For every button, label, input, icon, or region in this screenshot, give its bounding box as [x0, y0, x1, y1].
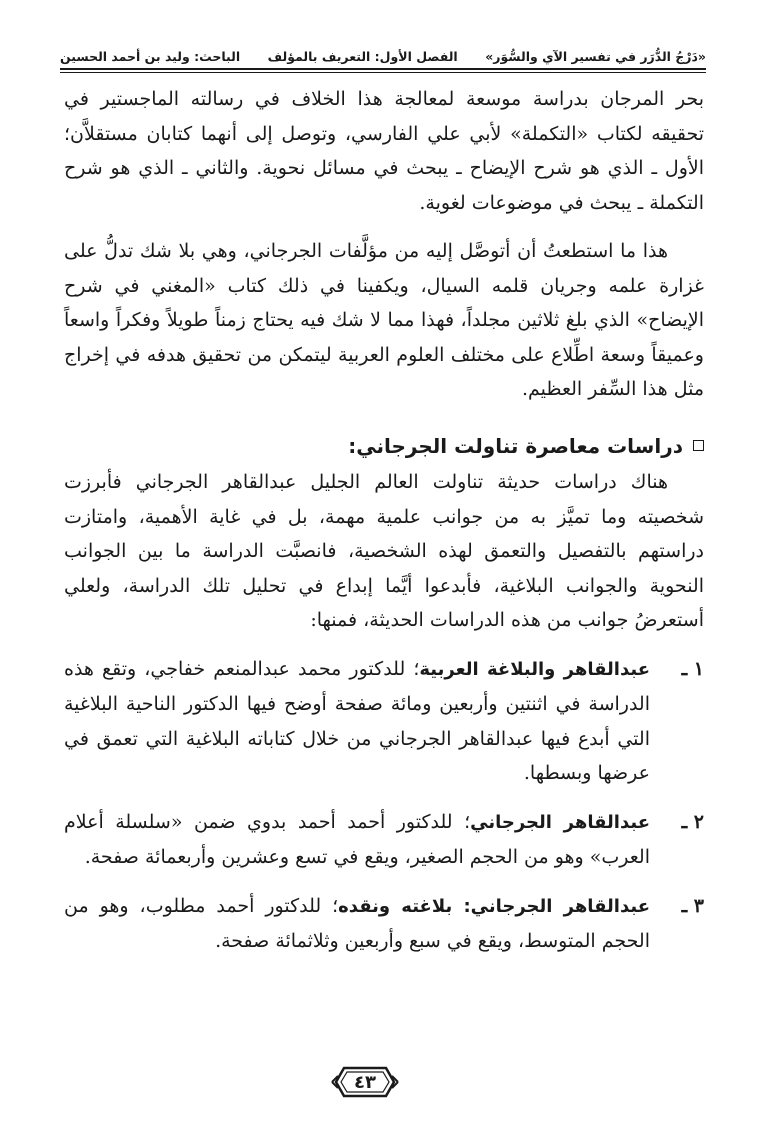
- header-book-title: «دَرْجُ الدُّرَر في تفسير الآي والسُّوَر»: [485, 49, 706, 64]
- running-header: [60, 34, 706, 68]
- paragraph: هناك دراسات حديثة تناولت العالم الجليل عبدالقاهر الجرجاني فأبرزت شخصيته وما تميَّز به من جوانب علمية مهمة، بل في غاية الأهمية، وامتازت دراستهم بالتفصيل والتعمق لهذه الشخصية، فانصبَّت الدراسة ما بين الجوانب النحوية والجوانب البلاغية، فأبدعوا أيَّما إبداع في تحليل تلك الدراسة، ولعلي أستعرضُ جوانب من هذه الدراسات الحديثة، فمنها:: [64, 471, 704, 631]
- list-item-title: عبدالقاهر الجرجاني: بلاغته ونقده: [338, 895, 650, 917]
- list-item-text: ؛ للدكتور أحمد مطلوب، وهو من الحجم المتوسط، ويقع في سبع وأربعين وثلاثمائة صفحة.: [64, 894, 650, 952]
- list-number: ٢ ـ: [681, 810, 704, 833]
- header-chapter: الفصل الأول: التعريف بالمؤلف: [267, 49, 458, 64]
- list-item: [64, 889, 704, 959]
- list-number: ١ ـ: [681, 657, 704, 680]
- list-item-body: [64, 652, 650, 791]
- square-bullet-icon: [693, 440, 704, 451]
- header-rule: [60, 68, 706, 70]
- page-number: ٤٣: [354, 1071, 376, 1093]
- list-item-title: عبدالقاهر الجرجاني: [470, 811, 651, 833]
- list-item-text: ؛ للدكتور محمد عبدالمنعم خفاجي، وتقع هذه الدراسة في اثنتين وأربعين ومائة صفحة أوضح فيها الدكتور الناحية البلاغية التي أبدع فيها عبدالقاهر الجرجاني من خلال كتاباته البلاغية التي تعمق في عرضها وبسطها.: [64, 657, 650, 784]
- paragraph: هذا ما استطعتُ أن أتوصَّل إليه من مؤلَّفات الجرجاني، وهي بلا شك تدلُّ على غزارة علمه وجريان قلمه السيال، ويكفينا في ذلك كتاب «المغني في شرح الإيضاح» الذي بلغ ثلاثين مجلداً، فهذا مما لا شك فيه يحتاج زمناً طويلاً وفكراً واسعاً وعميقاً وسعة اطِّلاع على مختلف العلوم العربية ليتمكن من تحقيق هدفه في إخراج مثل هذا السِّفر العظيم.: [64, 240, 704, 400]
- list-number: ٣ ـ: [681, 894, 704, 917]
- paragraph: بحر المرجان بدراسة موسعة لمعالجة هذا الخلاف في رسالته الماجستير في تحقيقه لكتاب «التكملة» لأبي علي الفارسي، وتوصل إلى أنهما كتابان مستقلاَّن؛ الأول ـ الذي هو شرح الإيضاح ـ يبحث في مسائل نحوية. والثاني ـ الذي هو شرح التكملة ـ يبحث في موضوعات لغوية.: [64, 88, 704, 214]
- section-heading: [64, 429, 704, 464]
- list-item-text: ؛ للدكتور أحمد أحمد بدوي ضمن «سلسلة أعلام العرب» وهو من الحجم الصغير، ويقع في تسع وعشرين وأربعمائة صفحة.: [64, 810, 650, 868]
- list-item-body: [64, 805, 650, 875]
- page-body: [64, 82, 704, 959]
- list-item: [64, 652, 704, 791]
- section-heading-text: دراسات معاصرة تناولت الجرجاني:: [348, 433, 683, 458]
- list-item: [64, 805, 704, 875]
- list-item-body: [64, 889, 650, 959]
- header-rule-thin: [60, 72, 706, 73]
- header-researcher: الباحث: وليد بن أحمد الحسين: [60, 49, 241, 64]
- list-item-title: عبدالقاهر والبلاغة العربية: [419, 658, 650, 680]
